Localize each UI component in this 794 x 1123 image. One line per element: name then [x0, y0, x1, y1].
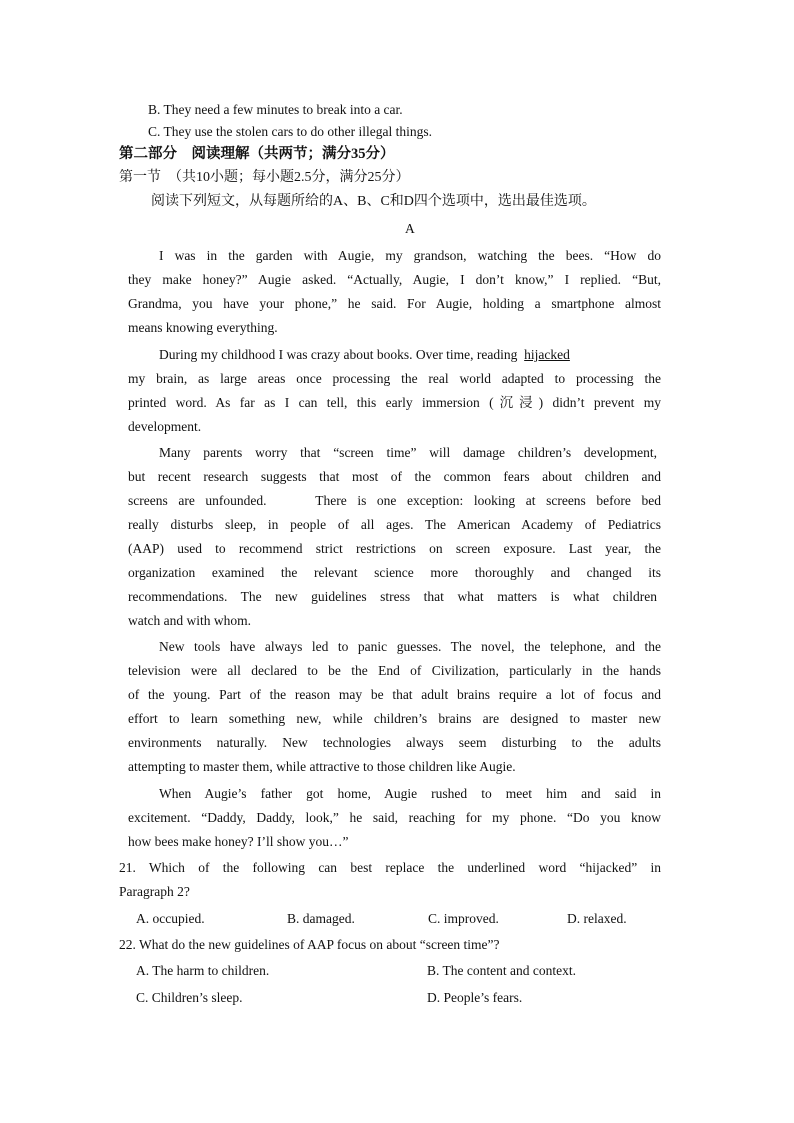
p2-line-4: development.: [128, 419, 202, 434]
p3-line-6: organization examined the relevant science more thoroughly and changed its: [128, 565, 661, 580]
q21-option-a[interactable]: A. occupied.: [136, 911, 205, 926]
p4-line-2: television were all declared to be the End of Civilization, particularly in the hands: [128, 663, 661, 678]
p3-line-5: (AAP) used to recommend strict restrictions on screen exposure. Last year, the: [128, 541, 661, 556]
p2-line-3: printed word. As far as I can tell, this early immersion (沉浸) didn’t prevent my: [128, 395, 661, 410]
p4-line-4: effort to learn something new, while children’s brains are designed to master new: [128, 711, 661, 726]
prev-option-c: C. They use the stolen cars to do other illegal things.: [148, 124, 432, 139]
q22-option-c[interactable]: C. Children’s sleep.: [136, 990, 243, 1005]
q21-option-d[interactable]: D. relaxed.: [567, 911, 627, 926]
p4-line-6: attempting to master them, while attractive to those children like Augie.: [128, 759, 516, 774]
p4-line-1: New tools have always led to panic guesses. The novel, the telephone, and the: [159, 639, 661, 654]
q22-option-b[interactable]: B. The content and context.: [427, 963, 576, 978]
q21-stem-line-1: 21. Which of the following can best replace the underlined word “hijacked” in: [119, 860, 661, 875]
p2-line-1-text: During my childhood I was crazy about books. Over time, reading: [159, 347, 518, 362]
p1-line-2: they make honey?” Augie asked. “Actually, Augie, I don’t know,” I replied. “But,: [128, 272, 661, 287]
p5-line-2: excitement. “Daddy, Daddy, look,” he said, reaching for my phone. “Do you know: [128, 810, 661, 825]
p3-line-4: really disturbs sleep, in people of all ages. The American Academy of Pediatrics: [128, 517, 661, 532]
q22-stem: 22. What do the new guidelines of AAP focus on about “screen time”?: [119, 937, 500, 952]
p4-line-5: environments naturally. New technologies always seem disturbing to the adults: [128, 735, 661, 750]
p2-line-2: my brain, as large areas once processing the real world adapted to processing the: [128, 371, 661, 386]
p4-line-3: of the young. Part of the reason may be that adult brains require a lot of focus and: [128, 687, 661, 702]
passage-label: A: [405, 221, 415, 236]
part-title: 第二部分 阅读理解（共两节；满分35分）: [119, 146, 395, 162]
p2-line-1: [159, 347, 570, 363]
p3-line-1: Many parents worry that “screen time” will damage children’s development,: [159, 445, 657, 460]
p1-line-3: Grandma, you have your phone,” he said. For Augie, holding a smartphone almost: [128, 296, 661, 311]
p3-line-3: screens are unfounded. There is one exception: looking at screens before bed: [128, 493, 661, 508]
p5-line-1: When Augie’s father got home, Augie rushed to meet him and said in: [159, 786, 661, 801]
p3-line-8: watch and with whom.: [128, 613, 251, 628]
p3-line-2: but recent research suggests that most of the common fears about children and: [128, 469, 661, 484]
q21-option-b[interactable]: B. damaged.: [287, 911, 355, 926]
q22-option-a[interactable]: A. The harm to children.: [136, 963, 270, 978]
instruction: 阅读下列短文，从每题所给的A、B、C和D四个选项中，选出最佳选项。: [151, 194, 596, 209]
p1-line-1: I was in the garden with Augie, my grandson, watching the bees. “How do: [159, 248, 661, 263]
underlined-word-hijacked: hijacked: [524, 347, 570, 362]
p1-line-4: means knowing everything.: [128, 320, 278, 335]
q21-stem-line-2: Paragraph 2?: [119, 884, 190, 899]
subsection-title: 第一节 （共10小题；每小题2.5分，满分25分）: [119, 170, 410, 185]
q21-option-c[interactable]: C. improved.: [428, 911, 499, 926]
p3-line-7: recommendations. The new guidelines stress that what matters is what children: [128, 589, 657, 604]
p5-line-3: how bees make honey? I’ll show you…”: [128, 834, 349, 849]
q22-option-d[interactable]: D. People’s fears.: [427, 990, 523, 1005]
prev-option-b: B. They need a few minutes to break into a car.: [148, 102, 403, 117]
